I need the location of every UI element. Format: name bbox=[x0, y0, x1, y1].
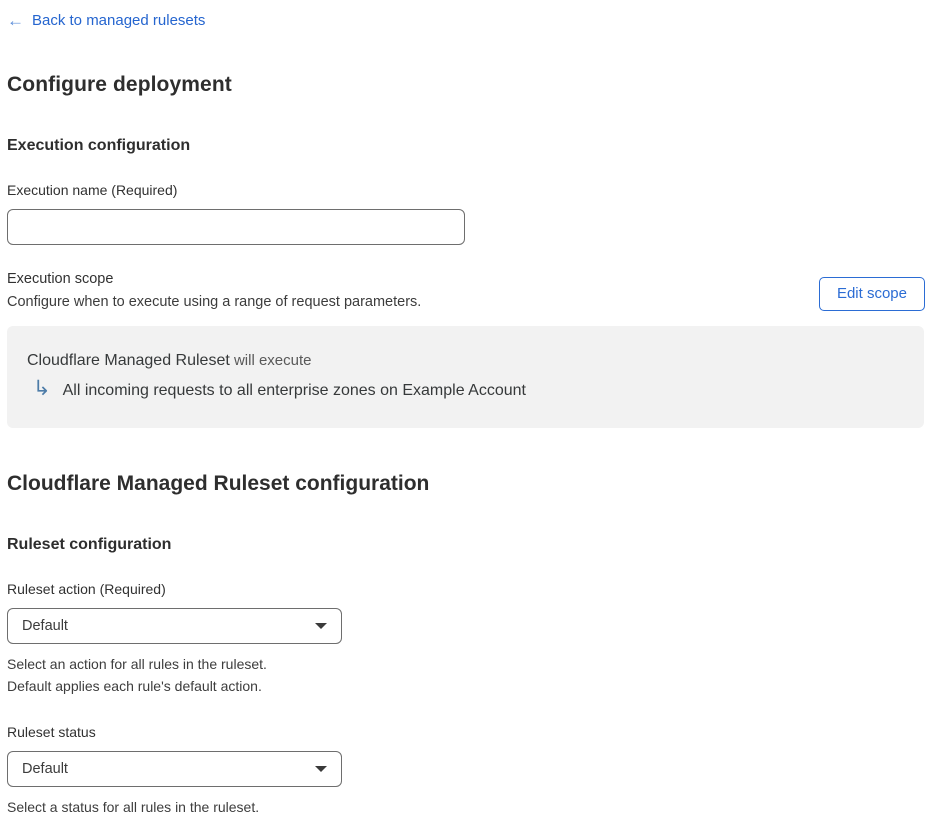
branch-arrow-icon: ↳ bbox=[33, 376, 51, 400]
back-link-label: Back to managed rulesets bbox=[32, 12, 206, 29]
execution-scope-description: Configure when to execute using a range of request parameters. bbox=[7, 294, 422, 310]
ruleset-status-value: Default bbox=[22, 761, 68, 777]
execution-scope-row bbox=[7, 271, 925, 311]
back-to-managed-rulesets-link[interactable] bbox=[7, 12, 205, 29]
execution-scope-text-block bbox=[7, 271, 421, 310]
ruleset-status-help-line1: Select a status for all rules in the ruleset. bbox=[7, 799, 260, 815]
scope-will-execute-text: will execute bbox=[229, 352, 312, 369]
execution-name-input[interactable] bbox=[7, 209, 465, 245]
scope-summary-text: All incoming requests to all enterprise zones on Example Account bbox=[62, 382, 526, 399]
ruleset-status-label: Ruleset status bbox=[7, 724, 96, 740]
execution-configuration-heading: Execution configuration bbox=[7, 137, 191, 154]
ruleset-action-value: Default bbox=[22, 618, 68, 634]
chevron-down-icon bbox=[315, 766, 327, 772]
execution-scope-label: Execution scope bbox=[7, 271, 114, 287]
ruleset-action-label: Ruleset action (Required) bbox=[7, 581, 166, 597]
page-title: Configure deployment bbox=[7, 73, 232, 96]
scope-summary-line1 bbox=[27, 352, 904, 370]
execution-name-label: Execution name (Required) bbox=[7, 182, 178, 198]
ruleset-configuration-subheading: Ruleset configuration bbox=[7, 536, 172, 553]
ruleset-action-help-line2: Default applies each rule's default action. bbox=[7, 678, 262, 694]
scope-ruleset-name: Cloudflare Managed Ruleset bbox=[27, 352, 230, 369]
edit-scope-button[interactable]: Edit scope bbox=[819, 277, 925, 311]
scope-summary-box bbox=[7, 326, 924, 428]
chevron-down-icon bbox=[315, 623, 327, 629]
scope-summary-line2 bbox=[27, 376, 904, 400]
ruleset-configuration-section-heading: Cloudflare Managed Ruleset configuration bbox=[7, 472, 430, 495]
ruleset-action-help-line1: Select an action for all rules in the ruleset. bbox=[7, 656, 267, 672]
ruleset-action-select[interactable] bbox=[7, 608, 342, 644]
ruleset-status-select[interactable] bbox=[7, 751, 342, 787]
back-arrow-icon: ← bbox=[7, 11, 24, 30]
